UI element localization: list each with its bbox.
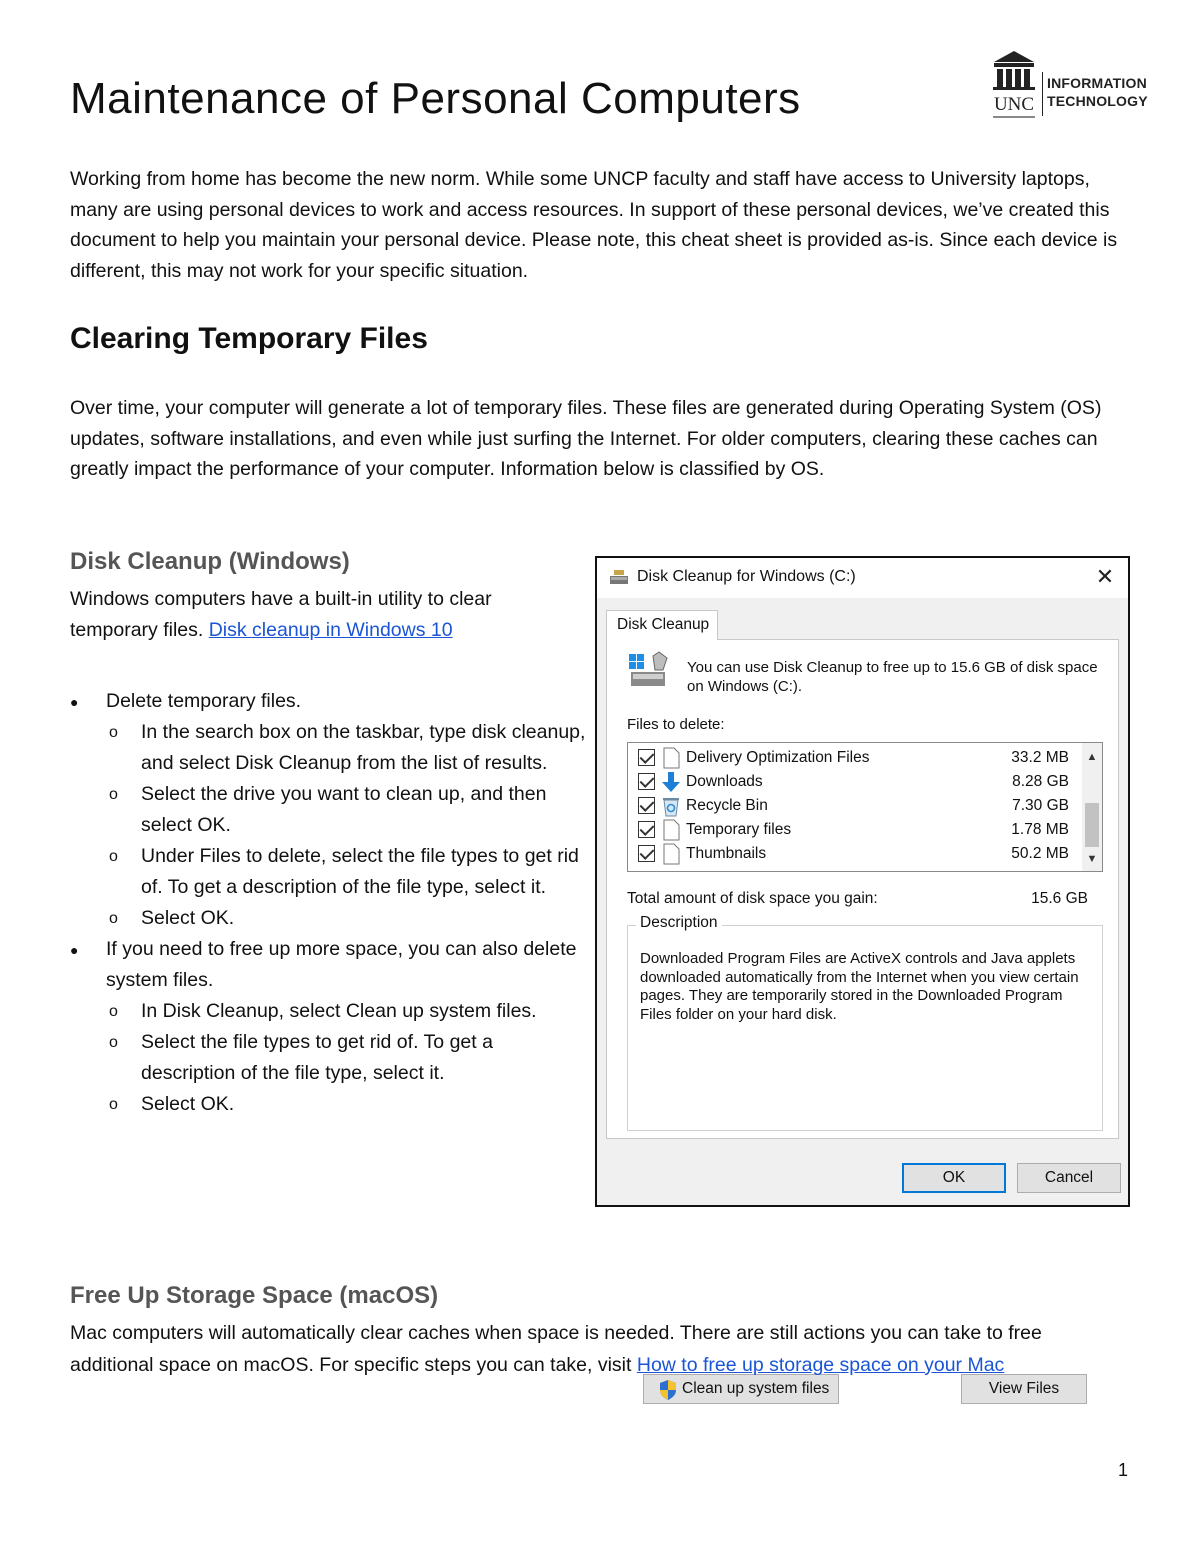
drive-cleanup-icon (627, 650, 673, 692)
info-text: You can use Disk Cleanup to free up to 15.6 GB of disk space on Windows (C:). (687, 659, 1098, 695)
list-item: o Select the file types to get rid of. To get a description of the file type, select it. (70, 1027, 590, 1089)
list-item: o In Disk Cleanup, select Clean up system files. (70, 996, 590, 1027)
description-text: Downloaded Program Files are ActiveX controls and Java applets downloaded automatically from the Internet when you view certain pages. They are temporarily stored in the Downloaded Program Files folder on your hard disk. (640, 950, 1079, 1023)
section-heading-disk-cleanup: Disk Cleanup (Windows) (70, 548, 350, 575)
intro-paragraph: Working from home has become the new norm. While some UNCP faculty and staff have access to University laptops, many are using personal devices to work and access resources. In support of these personal devices, we’ve created this document to help you maintain your personal device. Please note, this cheat sheet is provided as-is. Since each device is different, this may not work for your specific situation. (70, 168, 1118, 282)
tab-disk-cleanup[interactable]: Disk Cleanup (606, 610, 718, 640)
logo-divider (1042, 72, 1043, 116)
checkbox[interactable] (638, 797, 655, 814)
disk-cleanup-paragraph: Windows computers have a built-in utility to clear temporary files. Disk cleanup in Windows 10 (70, 588, 492, 641)
file-icon (661, 747, 681, 769)
list-item: o Select OK. (70, 1089, 590, 1120)
list-item[interactable]: Thumbnails 50.2 MB (628, 842, 1083, 866)
total-space-label: Total amount of disk space you gain: (627, 890, 878, 907)
file-icon (661, 819, 681, 841)
list-item: o In the search box on the taskbar, type disk cleanup, and select Disk Cleanup from the list of results. (70, 717, 590, 779)
disk-cleanup-steps (70, 686, 590, 1120)
uac-shield-icon (658, 1379, 678, 1401)
page-number: 1 (1117, 1460, 1128, 1480)
recycle-bin-icon (661, 795, 681, 817)
disk-cleanup-icon (609, 568, 629, 586)
checkbox[interactable] (638, 773, 655, 790)
list-item: o Under Files to delete, select the file types to get rid of. To get a description of the file type, select it. (70, 841, 590, 903)
section-heading-macos: Free Up Storage Space (macOS) (70, 1282, 439, 1309)
checkbox[interactable] (638, 749, 655, 766)
download-arrow-icon (661, 771, 681, 793)
macos-paragraph: Mac computers will automatically clear caches when space is needed. There are still actions you can take to free additional space on macOS. For specific steps you can take, visit How to free up storage space on your Mac (70, 1322, 1042, 1376)
total-space-value: 15.6 GB (1031, 890, 1088, 907)
section-heading-clearing-temp-files: Clearing Temporary Files (70, 322, 428, 355)
cancel-button[interactable]: Cancel (1017, 1163, 1121, 1193)
mac-storage-link[interactable]: How to free up storage space on your Mac (636, 1353, 1005, 1376)
scrollbar-thumb[interactable] (1085, 803, 1099, 847)
clearing-temp-files-paragraph: Over time, your computer will generate a lot of temporary files. These files are generated during Operating System (OS) updates, software installations, and even while just surfing the Internet. For older computers, clearing these caches can greatly impact the performance of your computer. Information below is classified by OS. (70, 397, 1102, 480)
list-item[interactable]: Temporary files 1.78 MB (628, 818, 1083, 842)
description-title: Description (636, 914, 722, 932)
list-item[interactable]: Delivery Optimization Files 33.2 MB (628, 746, 1083, 770)
clean-up-system-files-button[interactable]: Clean up system files (643, 1374, 839, 1404)
list-item[interactable]: Recycle Bin 7.30 GB (628, 794, 1083, 818)
file-icon (661, 843, 681, 865)
list-item: o Select OK. (70, 903, 590, 934)
dialog-title: Disk Cleanup for Windows (C:) (637, 568, 856, 585)
files-to-delete-list[interactable] (627, 742, 1103, 872)
close-icon[interactable]: ✕ (1095, 564, 1115, 589)
checkbox[interactable] (638, 821, 655, 838)
list-item: o Select the drive you want to clean up, and then select OK. (70, 779, 590, 841)
file-list-scrollbar[interactable] (1082, 743, 1102, 871)
dialog-titlebar (597, 558, 1128, 598)
unc-it-logo (988, 48, 1160, 122)
page-title: Maintenance of Personal Computers (70, 74, 801, 123)
files-to-delete-label: Files to delete: (627, 716, 725, 733)
disk-cleanup-link[interactable]: Disk cleanup in Windows 10 (208, 618, 453, 641)
logo-mark-text: UNC (993, 94, 1035, 115)
list-item: ● If you need to free up more space, you can also delete system files. o In Disk Cleanup, select Clean up system files. o Select the file types to get rid of. To get a description of the file type, select it. o Select OK. (70, 934, 590, 1120)
logo-text: INFORMATION TECHNOLOGY (1047, 75, 1148, 109)
list-item: ● Delete temporary files. o In the search box on the taskbar, type disk cleanup, and select Disk Cleanup from the list of results. o Select the drive you want to clean up, and then select OK. o Under Files to delete, select the file types to get rid of. To get a description of the file type, select it. o Select OK. (70, 686, 590, 934)
view-files-button[interactable]: View Files (961, 1374, 1087, 1404)
list-item[interactable]: Downloads 8.28 GB (628, 770, 1083, 794)
scroll-down-icon[interactable]: ▼ (1086, 853, 1098, 865)
checkbox[interactable] (638, 845, 655, 862)
scroll-up-icon[interactable]: ▲ (1086, 751, 1098, 763)
university-building-icon (988, 48, 1040, 122)
ok-button[interactable]: OK (902, 1163, 1006, 1193)
